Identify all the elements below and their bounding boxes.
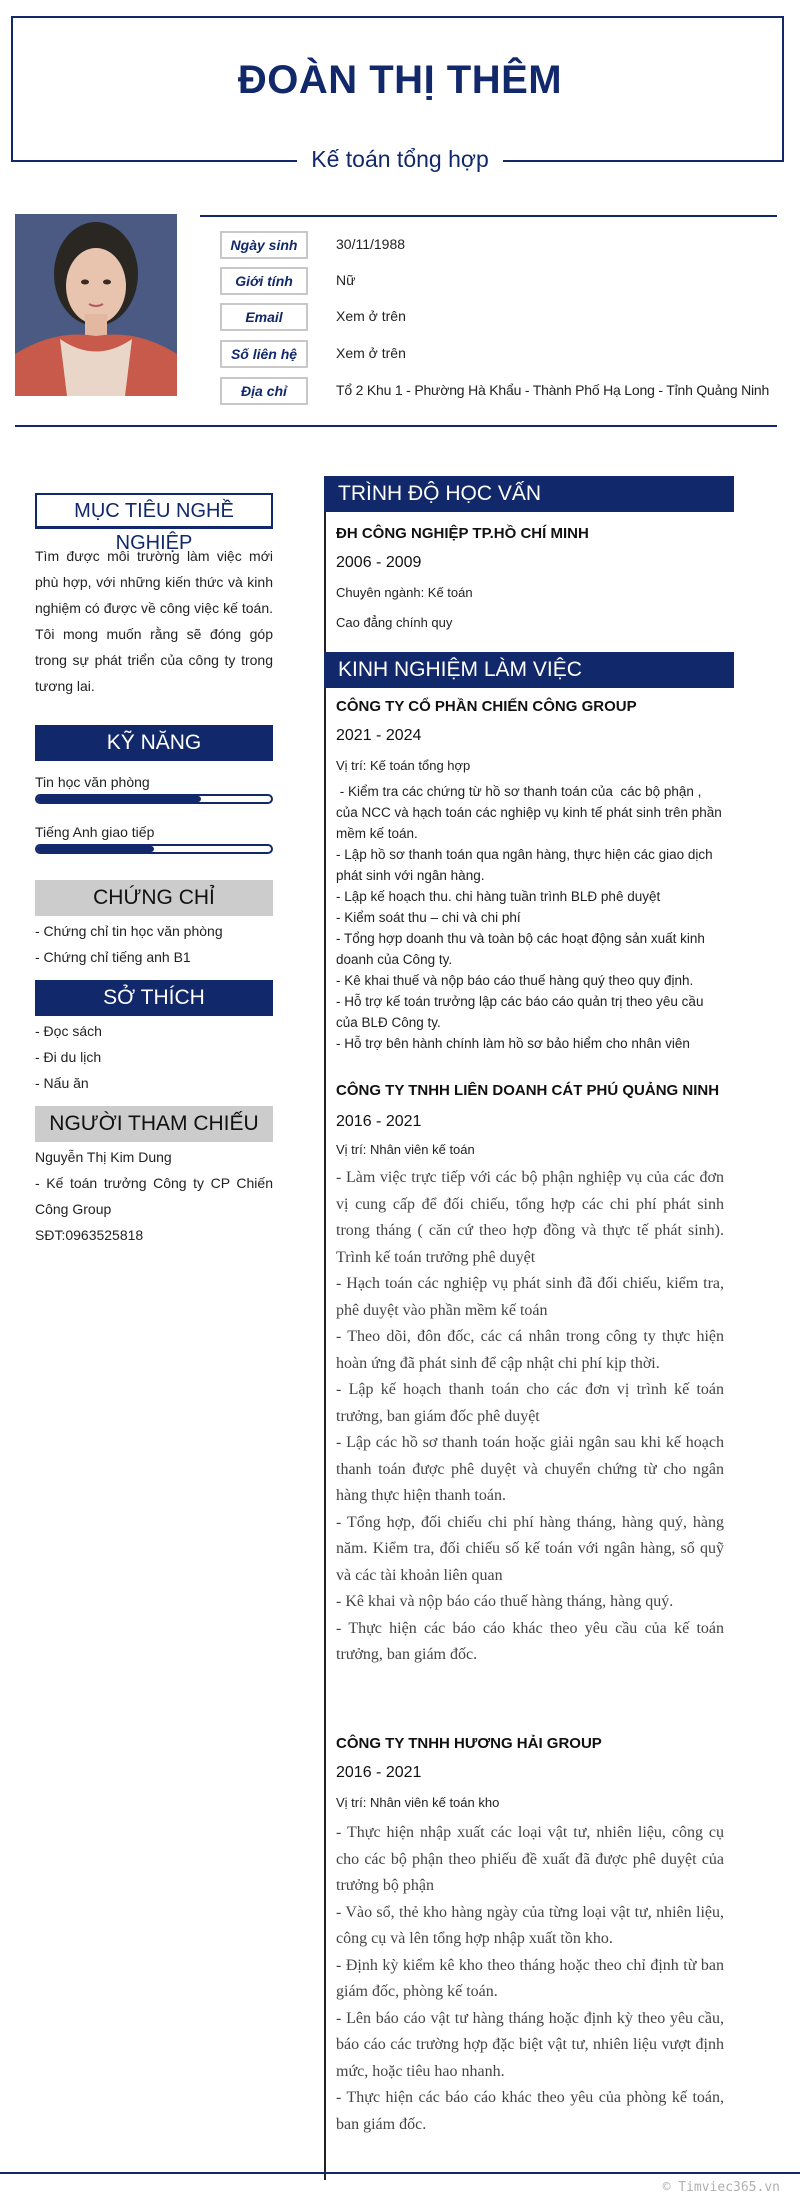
objective-heading: MỤC TIÊU NGHỀ NGHIỆP: [35, 493, 273, 529]
job-desc-line: - Lập hồ sơ thanh toán qua ngân hàng, thực hiện các giao dịch phát sinh với ngân hàng.: [336, 847, 713, 883]
info-label: Số liên hệ: [220, 340, 308, 368]
references-heading: NGƯỜI THAM CHIẾU: [35, 1106, 273, 1142]
education-block: [336, 520, 724, 634]
company-name: CÔNG TY CỔ PHẦN CHIẾN CÔNG GROUP: [336, 698, 637, 715]
job-desc-line: - Kê khai và nộp báo cáo thuế hàng tháng, hàng quý.: [336, 1593, 674, 1610]
certificates-heading: CHỨNG CHỈ: [35, 880, 273, 916]
job-position: Vị trí: Kế toán tổng hợp: [336, 758, 471, 773]
job-position: Vị trí: Nhân viên kế toán: [336, 1142, 475, 1157]
job-desc-line: - Vào sổ, thẻ kho hàng ngày của từng loại vật tư, nhiên liệu, công cụ và lên tổng hợp nhập xuất tồn kho.: [336, 1903, 724, 1947]
job-desc-line: - Kiểm soát thu – chi và chi phí: [336, 910, 521, 925]
job-desc-line: - Thực hiện các báo cáo khác theo yêu cầu của kế toán trưởng, ban giám đốc.: [336, 1619, 724, 1663]
footer-watermark: © Timviec365.vn: [662, 2180, 780, 2195]
job-desc-line: - Kiểm tra các chứng từ hồ sơ thanh toán của các bộ phận , của NCC và hạch toán các nghiệp vụ kinh tế phát sinh trên phần mềm kế toán.: [336, 784, 726, 841]
info-label: Email: [220, 303, 308, 331]
skill-item: [35, 822, 273, 854]
rule-top: [200, 215, 777, 217]
skill-bar: [35, 844, 273, 854]
job-years: 2016 - 2021: [336, 1764, 422, 1781]
rule-footer: [0, 2172, 800, 2174]
job-years: 2021 - 2024: [336, 727, 422, 744]
hobby-item: - Nấu ăn: [35, 1075, 89, 1091]
hobby-item: - Đọc sách: [35, 1023, 102, 1039]
job-desc-line: - Kê khai thuế và nộp báo cáo thuế hàng quý theo quy định.: [336, 973, 694, 988]
education-years: 2006 - 2009: [336, 554, 422, 571]
certificate-item: - Chứng chỉ tin học văn phòng: [35, 923, 223, 939]
job-desc-line: - Lập kế hoạch thu. chi hàng tuần trình BLĐ phê duyệt: [336, 889, 661, 904]
skill-fill: [37, 846, 154, 852]
candidate-name: ĐOÀN THỊ THÊM: [237, 58, 563, 102]
job-desc-line: - Lập kế hoạch thanh toán cho các đơn vị trình kế toán trưởng, ban giám đốc phê duyệt: [336, 1381, 724, 1425]
education-major: Chuyên ngành: Kế toán: [336, 585, 473, 600]
job-desc-line: - Lập các hồ sơ thanh toán hoặc giải ngân sau khi kế hoạch thanh toán được phê duyệt và chuyển chứng từ cho ngân hàng thực hiện thanh toán.: [336, 1434, 724, 1504]
job-desc-line: - Làm việc trực tiếp với các bộ phận nghiệp vụ của các đơn vị cung cấp để đối chiếu, tổng hợp các chi phí phát sinh trong tháng ( căn cứ theo hợp đồng và thực tế phát sinh). Trình kế toán trưởng phê duyệt: [336, 1169, 724, 1266]
job-block: [336, 1075, 724, 1669]
job-desc-line: - Hỗ trợ kế toán trưởng lập các báo cáo quản trị theo yêu cầu của BLĐ Công ty.: [336, 994, 704, 1030]
job-years: 2016 - 2021: [336, 1113, 422, 1130]
info-value: Nữ: [336, 272, 356, 288]
job-desc-line: - Hỗ trợ bên hành chính làm hồ sơ bảo hiểm cho nhân viên: [336, 1036, 690, 1051]
rule-bottom: [15, 425, 777, 427]
education-degree: Cao đẳng chính quy: [336, 615, 453, 630]
job-desc-line: - Lên báo cáo vật tư hàng tháng hoặc định kỳ theo yêu cầu, báo cáo các trường hợp đặc biệt vật tư, nhiên liệu vượt định mức, hoặc tiêu hao nhanh.: [336, 2009, 724, 2080]
skill-fill: [37, 796, 201, 802]
job-desc-line: - Định kỳ kiểm kê kho theo tháng hoặc theo chỉ định từ ban giám đốc, phòng kế toán.: [336, 1956, 724, 2000]
skills-heading: KỸ NĂNG: [35, 725, 273, 761]
hobby-item: - Đi du lịch: [35, 1049, 102, 1065]
skill-bar: [35, 794, 273, 804]
reference-position: - Kế toán trưởng Công ty CP Chiến Công Group: [35, 1175, 273, 1217]
profile-photo: [15, 214, 177, 396]
certificate-item: - Chứng chỉ tiếng anh B1: [35, 949, 191, 965]
info-value: 30/11/1988: [336, 236, 406, 252]
job-desc-line: - Tổng hợp, đối chiếu chi phí hàng tháng, hàng quý, hàng năm. Kiểm tra, đối chiếu số kế toán với ngân hàng, sổ quỹ và các tài khoản liên quan: [336, 1513, 724, 1584]
job-block: [336, 693, 724, 1054]
hobbies-heading: SỞ THÍCH: [35, 980, 273, 1016]
experience-heading: KINH NGHIỆM LÀM VIỆC: [324, 652, 734, 688]
school-name: ĐH CÔNG NGHIỆP TP.HỒ CHÍ MINH: [336, 525, 589, 542]
job-title-wrap: [0, 146, 800, 173]
info-value: Xem ở trên: [336, 345, 406, 361]
education-heading: TRÌNH ĐỘ HỌC VẤN: [324, 476, 734, 512]
company-name: CÔNG TY TNHH HƯƠNG HẢI GROUP: [336, 1735, 602, 1752]
info-label: Giới tính: [220, 267, 308, 295]
job-position: Vị trí: Nhân viên kế toán kho: [336, 1795, 500, 1810]
info-label: Địa chỉ: [220, 377, 308, 405]
job-desc-line: - Thực hiện các báo cáo khác theo yêu của phòng kế toán, ban giám đốc.: [336, 2089, 724, 2133]
objective-text: Tìm được môi trường làm việc mới phù hợp, với những kiến thức và kinh nghiệm có được về công việc kế toán. Tôi mong muốn rằng sẽ đóng góp trong sự phát triển của công ty trong tương lai.: [35, 548, 273, 694]
job-block: [336, 1730, 724, 2138]
info-value: Tổ 2 Khu 1 - Phường Hà Khẩu - Thành Phố Hạ Long - Tỉnh Quảng Ninh: [336, 382, 770, 398]
info-value: Xem ở trên: [336, 308, 406, 324]
job-desc-line: - Thực hiện nhập xuất các loại vật tư, nhiên liệu, công cụ cho các bộ phận theo phiếu đề xuất đã được phê duyệt của trưởng bộ phận: [336, 1824, 724, 1894]
job-desc-line: - Hạch toán các nghiệp vụ phát sinh đã đối chiếu, kiểm tra, phê duyệt vào phần mềm kế toán: [336, 1275, 724, 1319]
skill-name: Tiếng Anh giao tiếp: [35, 824, 155, 840]
skill-name: Tin học văn phòng: [35, 774, 150, 790]
job-title: Kế toán tổng hợp: [297, 146, 503, 173]
job-desc-line: - Theo dõi, đôn đốc, các cá nhân trong công ty thực hiện hoàn ứng đã phát sinh để cập nhật chi phí kịp thời.: [336, 1328, 724, 1372]
job-desc-line: - Tổng hợp doanh thu và toàn bộ các hoạt động sản xuất kinh doanh của Công ty.: [336, 931, 705, 967]
skill-item: [35, 772, 273, 804]
profile-photo-image: [15, 214, 177, 396]
reference-phone: SĐT:0963525818: [35, 1227, 144, 1243]
company-name: CÔNG TY TNHH LIÊN DOANH CÁT PHÚ QUẢNG NINH: [336, 1082, 720, 1099]
timeline-line: [324, 476, 326, 2180]
info-label: Ngày sinh: [220, 231, 308, 259]
reference-name: Nguyễn Thị Kim Dung: [35, 1149, 172, 1165]
